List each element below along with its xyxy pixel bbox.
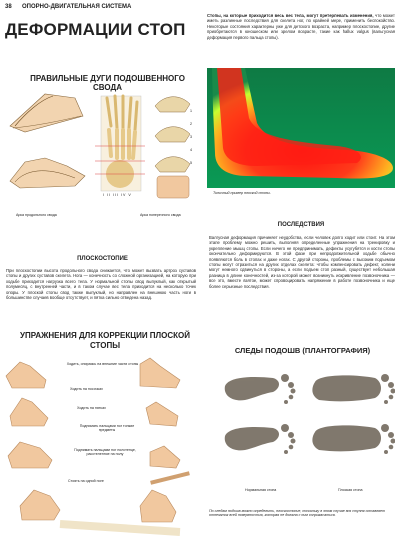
prints-title: СЛЕДЫ ПОДОШВ (ПЛАНТОГРАФИЯ) [234, 346, 371, 355]
section-header: ОПОРНО-ДВИГАТЕЛЬНАЯ СИСТЕМА [22, 4, 132, 10]
exercise-label-1: Ходить, опираясь на внешние части стопы [66, 362, 139, 366]
exercise-label-2: Ходить на носочках [70, 387, 103, 391]
normal-foot-caption: Нормальная стопа [245, 488, 277, 492]
transverse-arch-drawings [155, 97, 190, 198]
footprints-illustration [215, 368, 395, 480]
exercise-label-6: Стоять на одной ноге [68, 479, 104, 483]
consequences-text: Валгусная деформация причиняет неудобства, если человек долго ходит или стоит. На этом этапе проблему можно решить, выполняя определенные упражнения на тренировку и укрепление мышц стопы. Если ничего не предпринимать, дефекты усугубятся и кости стопы окончательно деформируются. В этой фазе при непродолжительной ходьбе обычно появляются боль в стопах и даже ногах. С другой стороны, проблемы с высоким подъемом стопы могут отразиться на других отделах скелета: чтобы компенсировать дефект, колени могут немного сдвинуться в стороны, а если подъем стоп разный, существует небольшая разница в длине конечностей, из-за которой может возникнуть искривление позвоночника — все это, вместе взятое, может спровоцировать напряжение в работе позвоночника и еще более серьезные последствия. [209, 235, 395, 289]
prints-footnote: По следам подошв можно определить, плоскостопие, поскольку в этом случае вся ступня оставляет отпечаток всей поверхностью, которая не должна с ним соприкасаться. [209, 509, 385, 518]
transverse-arch-caption: Арка поперечного свода [140, 213, 181, 217]
bone-number-list [190, 105, 192, 170]
thermogram-figure [207, 68, 395, 188]
roman-numerals: I II III IV V [103, 193, 132, 197]
bone-number-3: 3 [190, 135, 192, 139]
intro-text [207, 13, 395, 40]
longitudinal-arch-drawing [10, 94, 85, 188]
flatfoot-text: При плоскостопии высота продольного свода снижается, что может вызвать артроз суставов стопы и других суставов скелета. Нога — конечность со сложной организацией, на которую при ходьбе приходится нагрузка всего тела. У нормальной стопы свод выпуклый, как открытый полумесяц, с внутренней части, и в таком случае вес тела приходится на несколько точек опоры. У плоской стопы свод также выпуклый, но направлен на внешнюю часть ноги в большинстве случаев вообще отсутствует, и пятка сильно отведена назад. [6, 268, 196, 301]
foot-bones-dorsal-drawing [95, 96, 145, 191]
bone-number-2: 2 [190, 122, 192, 126]
consequences-title: ПОСЛЕДСТВИЯ [277, 222, 325, 228]
page-number: 38 [5, 4, 12, 10]
intro-lead: Стопы, на которые приходится весь вес тела, могут претерпевать изменения, [207, 13, 374, 18]
footprints-figure [215, 368, 395, 480]
exercises-title: УПРАЖНЕНИЯ ДЛЯ КОРРЕКЦИИ ПЛОСКОЙ СТОПЫ [19, 331, 191, 350]
arches-title: ПРАВИЛЬНЫЕ ДУГИ ПОДОШВЕННОГО СВОДА [30, 74, 185, 92]
flatfoot-title: ПЛОСКОСТОПИЕ [77, 256, 128, 262]
flat-foot-caption: Плоская стопа [338, 488, 363, 492]
longitudinal-arch-caption: Арка продольного свода [16, 213, 57, 217]
page-title: ДЕФОРМАЦИИ СТОП [5, 20, 186, 39]
exercise-label-4: Поднимать пальцами ног тонкие предметы [79, 424, 135, 433]
exercises-illustration [0, 356, 200, 538]
intro-body: что может иметь разлинные последствия для скелета ног, по крайней мере, применить беспокойство. Некоторые состояния характерны уже для детского возраста, например плоскостопие, другие приобретаются в юношеском или зрелом возрасте, такие как hallux valgus (вальгусная деформация первого пальца стопы). [207, 13, 395, 40]
thermogram-caption: Типичный пример плоской стопы. [213, 191, 271, 195]
bone-number-4: 4 [190, 148, 192, 152]
exercise-label-3: Ходить на пятках [77, 406, 106, 410]
exercise-label-5: Поднимать пальцами ног полотенце, расстеленное на полу [74, 448, 136, 457]
bone-number-1: 1 [190, 109, 192, 113]
bone-number-5: 5 [190, 161, 192, 165]
exercises-figure [0, 356, 200, 538]
thermogram-image [207, 68, 395, 188]
